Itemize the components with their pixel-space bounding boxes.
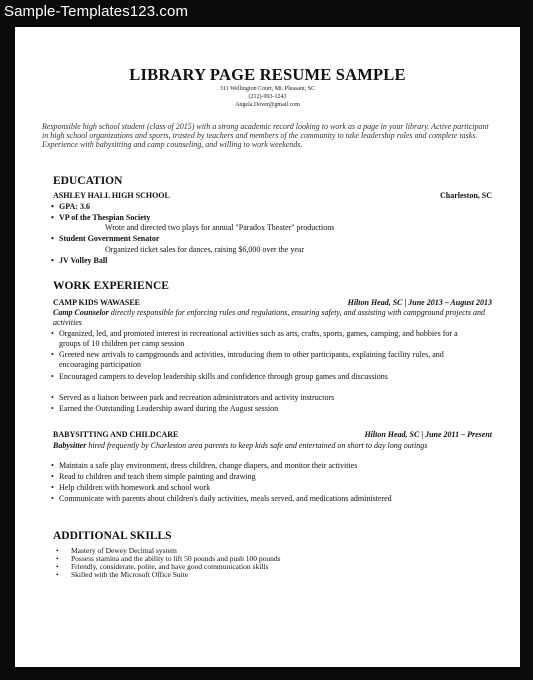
skill-item: • Skilled with the Microsoft Office Suite — [71, 571, 451, 579]
contact-phone: (212)-993-1243 — [248, 94, 287, 100]
education-school-row — [53, 191, 492, 201]
work-heading: WORK EXPERIENCE — [53, 280, 169, 292]
skill-item: • Friendly, considerate, polite, and have good communication skills — [71, 563, 451, 571]
job-bullet: • Communicate with parents about children's daily activities, meals served, and medications administered — [59, 494, 479, 504]
job-role: Babysitter — [53, 441, 87, 450]
skill-item: • Mastery of Dewey Decimal system — [71, 547, 451, 555]
job-bullet: • Help children with homework and school work — [59, 483, 479, 493]
resume-title: LIBRARY PAGE RESUME SAMPLE — [129, 65, 406, 84]
job-bullet: • Greeted new arrivals to campgrounds and activities, introducing them to other participants, explaining facility rules, and encouraging participation — [59, 350, 479, 370]
summary-paragraph: Responsible high school student (class of 2015) with a strong academic record looking to work as a page in your library. Active participant in high school organizations and sports, trusted by teachers and members of the community to take leadership roles and complete tasks. Experience with babysitting and camp counseling, and willing to work weekends. — [42, 122, 489, 150]
job-role: Camp Counselor — [53, 308, 109, 317]
skill-item: • Possess stamina and the ability to lift 50 pounds and push 100 pounds — [71, 555, 451, 563]
job-bullet: • Earned the Outstanding Leadership award during the August session — [59, 404, 479, 414]
job-role-desc: directly responsible for enforcing rules and regulations, ensuring safety, and assisting with campground projects and activities — [53, 308, 485, 327]
job-header-row — [53, 298, 492, 308]
contact-address: 311 Wellington Court, Mt. Pleasant, SC — [219, 86, 316, 92]
school-name: ASHLEY HALL HIGH SCHOOL — [53, 191, 170, 200]
job-description — [53, 308, 493, 327]
job-bullet: • Served as a liaison between park and recreation administrators and activity instructors — [59, 393, 479, 403]
job-employer: BABYSITTING AND CHILDCARE — [53, 430, 179, 439]
job-header-row — [53, 430, 492, 440]
thespian-item: • VP of the Thespian Society — [59, 213, 479, 223]
job-role-desc: hired frequently by Charleston area parents to keep kids safe and entertained on short to day long outings — [88, 441, 428, 450]
gpa-item: • GPA: 3.6 — [59, 202, 479, 212]
resume-page — [15, 27, 520, 667]
senate-detail: Organized ticket sales for dances, raising $6,000 over the year — [105, 245, 305, 254]
job-employer: CAMP KIDS WAWASEE — [53, 298, 140, 307]
skills-heading: ADDITIONAL SKILLS — [53, 530, 172, 542]
senate-item: • Student Government Senator — [59, 234, 479, 244]
job-bullet: • Read to children and teach them simple painting and drawing — [59, 472, 479, 482]
watermark: Sample-Templates123.com — [4, 3, 189, 20]
job-location-dates: Hilton Head, SC | June 2011 – Present — [364, 430, 492, 439]
job-bullet: • Organized, led, and promoted interest in recreational activities such as arts, crafts, sports, games, camping, and hobbies for a groups of 10 children per camp session — [59, 329, 479, 349]
thespian-detail: Wrote and directed two plays for annual "Paradox Theater" productions — [105, 223, 335, 232]
education-heading: EDUCATION — [53, 175, 123, 187]
job-location-dates: Hilton Head, SC | June 2013 – August 2013 — [347, 298, 492, 307]
contact-email: Angela.Dover@gmail.com — [235, 102, 300, 108]
job-bullet: • Encouraged campers to develop leadership skills and confidence through group games and discussions — [59, 372, 479, 382]
job-description — [53, 441, 493, 451]
school-location: Charleston, SC — [439, 191, 492, 200]
job-bullet: • Maintain a safe play environment, dress children, change diapers, and monitor their activities — [59, 461, 479, 471]
volleyball-item: • JV Volley Ball — [59, 256, 479, 266]
